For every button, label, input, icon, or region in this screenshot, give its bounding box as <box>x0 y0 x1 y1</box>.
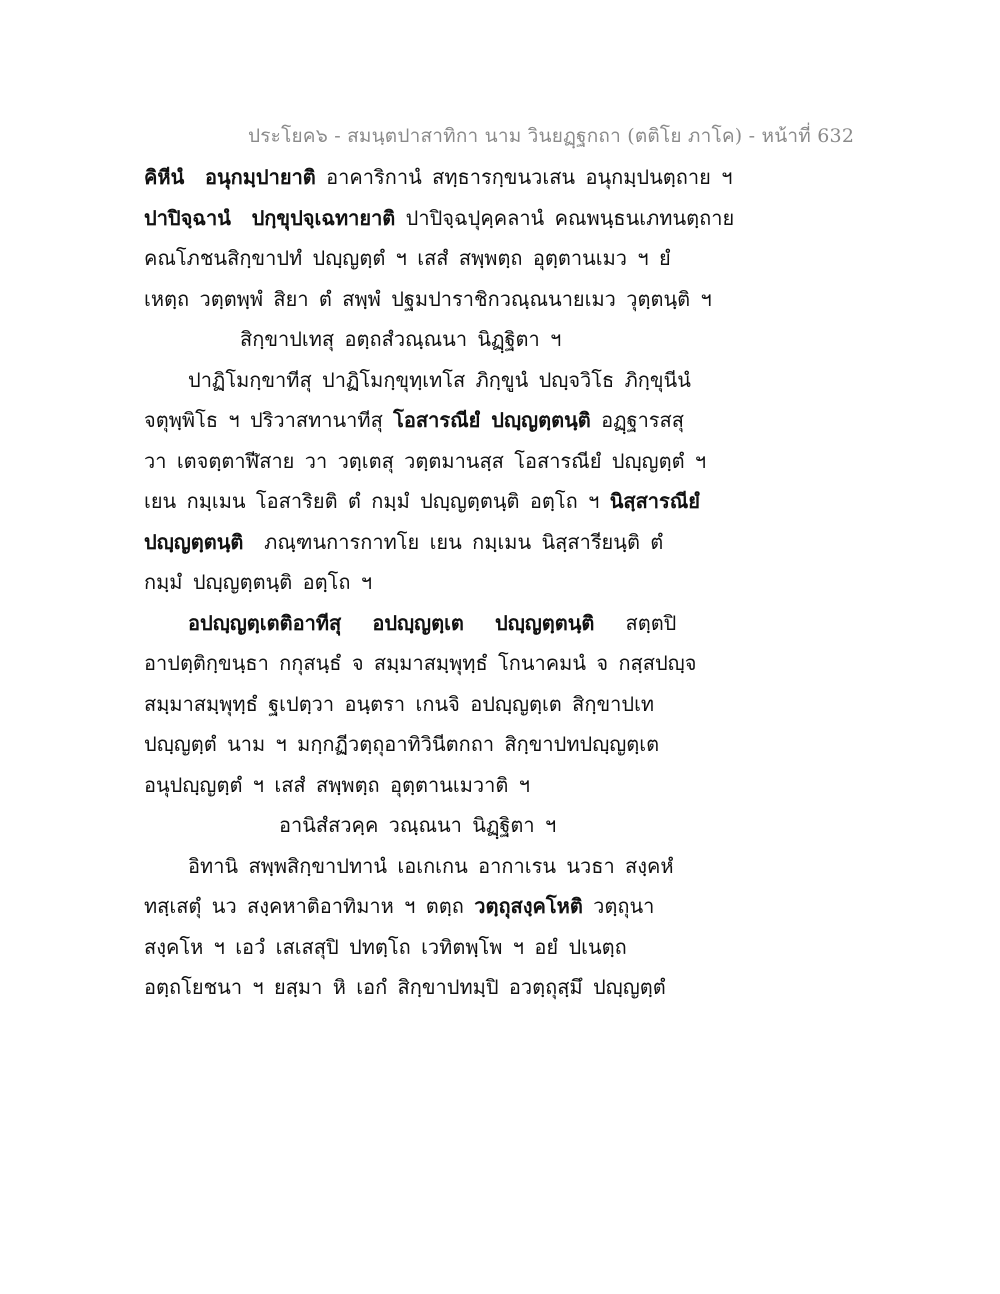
bold-term: ปญฺญตฺตนฺติ <box>495 610 595 635</box>
text-line: ปาฏิโมกฺขาทีสุ ปาฏิโมกฺขุทฺเทโส ภิกฺขูนํ ปญฺจวิโธ ภิกฺขุนีนํ <box>188 367 691 392</box>
bold-term: อนุกมฺปายาติ <box>204 165 316 189</box>
running-head: ประโยค๖ - สมนฺตปาสาทิกา นาม วินยฏฺฐกถา (ตติโย ภาโค) - หน้าที่ 632 <box>248 125 855 147</box>
text-span: สตฺตปิ <box>625 610 677 635</box>
text-span: เยน กมฺเมน โอสาริยติ ตํ กมฺมํ ปญฺญตฺตนฺติ อตฺโถ ฯ <box>144 489 600 513</box>
body-text <box>144 157 744 1008</box>
section-end-heading: อานิสํสวคฺค วณฺณนา นิฏฺฐิตา ฯ <box>279 813 557 837</box>
text-line <box>144 886 744 927</box>
text-line: สงฺคโห ฯ เอวํ เสเสสุปิ ปทตฺโถ เวทิตพฺโพ ฯ อยํ ปเนตฺถ <box>144 934 627 959</box>
text-line: กมฺมํ ปญฺญตฺตนฺติ อตฺโถ ฯ <box>144 570 373 594</box>
text-line <box>144 157 744 198</box>
text-line <box>144 481 744 522</box>
text-line: สมฺมาสมฺพุทฺธํ ฐเปตฺวา อนฺตรา เกนจิ อปญฺญตฺเต สิกฺขาปเท <box>144 691 655 716</box>
bold-term: ปกฺขุปจฺเฉทายาติ <box>251 205 396 230</box>
text-line: คณโภชนสิกฺขาปทํ ปญฺญตฺตํ ฯ เสสํ สพฺพตฺถ อุตฺตานเมว ฯ ยํ <box>144 246 671 270</box>
text-span: จตุพฺพิโธ ฯ ปริวาสทานาทีสุ <box>144 408 383 432</box>
bold-term: นิสฺสารณียํ <box>609 489 701 513</box>
text-line <box>144 198 744 239</box>
bold-term: วตฺถุสงฺคโหติ <box>474 894 583 918</box>
bold-term: ปาปิจฺฉานํ <box>144 205 231 230</box>
text-line <box>144 522 744 563</box>
text-span: ปาปิจฺฉปุคฺคลานํ คณพนฺธนเภทนตฺถาย <box>405 205 735 230</box>
text-line: วา เตจตฺตาฬีสาย วา วตฺเตสุ วตฺตมานสฺส โอสารณียํ ปญฺญตฺตํ ฯ <box>144 448 707 473</box>
text-span: ทสฺเสตุํ นว สงฺคหาติอาทิมาห ฯ ตตฺถ <box>144 894 464 918</box>
section-end-heading: สิกฺขาปเทสุ อตฺถสํวณฺณนา นิฏฺฐิตา ฯ <box>240 327 562 351</box>
text-span: อาคาริกานํ สทฺธารกฺขนวเสน อนุกมฺปนตฺถาย ฯ <box>326 165 733 189</box>
text-line: ปญฺญตฺตํ นาม ฯ มกฺกฏีวตฺถุอาทิวินีตกถา สิกฺขาปทปญฺญตฺเต <box>144 732 660 756</box>
bold-term: โอสารณียํ ปญฺญตฺตนฺติ <box>393 408 591 432</box>
bold-term: อปญฺญตฺเตติอาทีสุ <box>188 610 342 635</box>
bold-term: ปญฺญตฺตนฺติ <box>144 529 244 554</box>
text-span: ภณฺฑนการกาทโย เยน กมฺเมน นิสฺสารียนฺติ ตํ <box>264 529 664 554</box>
text-line: อาปตฺติกฺขนฺธา กกุสนฺธํ จ สมฺมาสมฺพุทฺธํ โกนาคมนํ จ กสฺสปญฺจ <box>144 651 697 675</box>
text-line: อตฺถโยชนา ฯ ยสฺมา หิ เอกํ สิกฺขาปทมฺปิ อวตฺถุสฺมึ ปญฺญตฺตํ <box>144 975 666 999</box>
text-line: อิทานิ สพฺพสิกฺขาปทานํ เอเกเกน อากาเรน นวธา สงฺคหํ <box>188 853 674 878</box>
bold-term: อปญฺญตฺเต <box>372 610 464 635</box>
text-span: วตฺถุนา <box>593 894 655 918</box>
text-line <box>144 603 744 644</box>
text-span: อฏฺฐารสสุ <box>601 408 684 432</box>
bold-term: คิหีนํ <box>144 165 185 189</box>
text-line: เหตฺถ วตฺตพฺพํ สิยา ตํ สพฺพํ ปฐมปาราชิกวณฺณนายเมว วุตฺตนฺติ ฯ <box>144 286 712 311</box>
text-line <box>144 400 744 441</box>
text-line: อนุปญฺญตฺตํ ฯ เสสํ สพฺพตฺถ อุตฺตานเมวาติ ฯ <box>144 772 530 797</box>
